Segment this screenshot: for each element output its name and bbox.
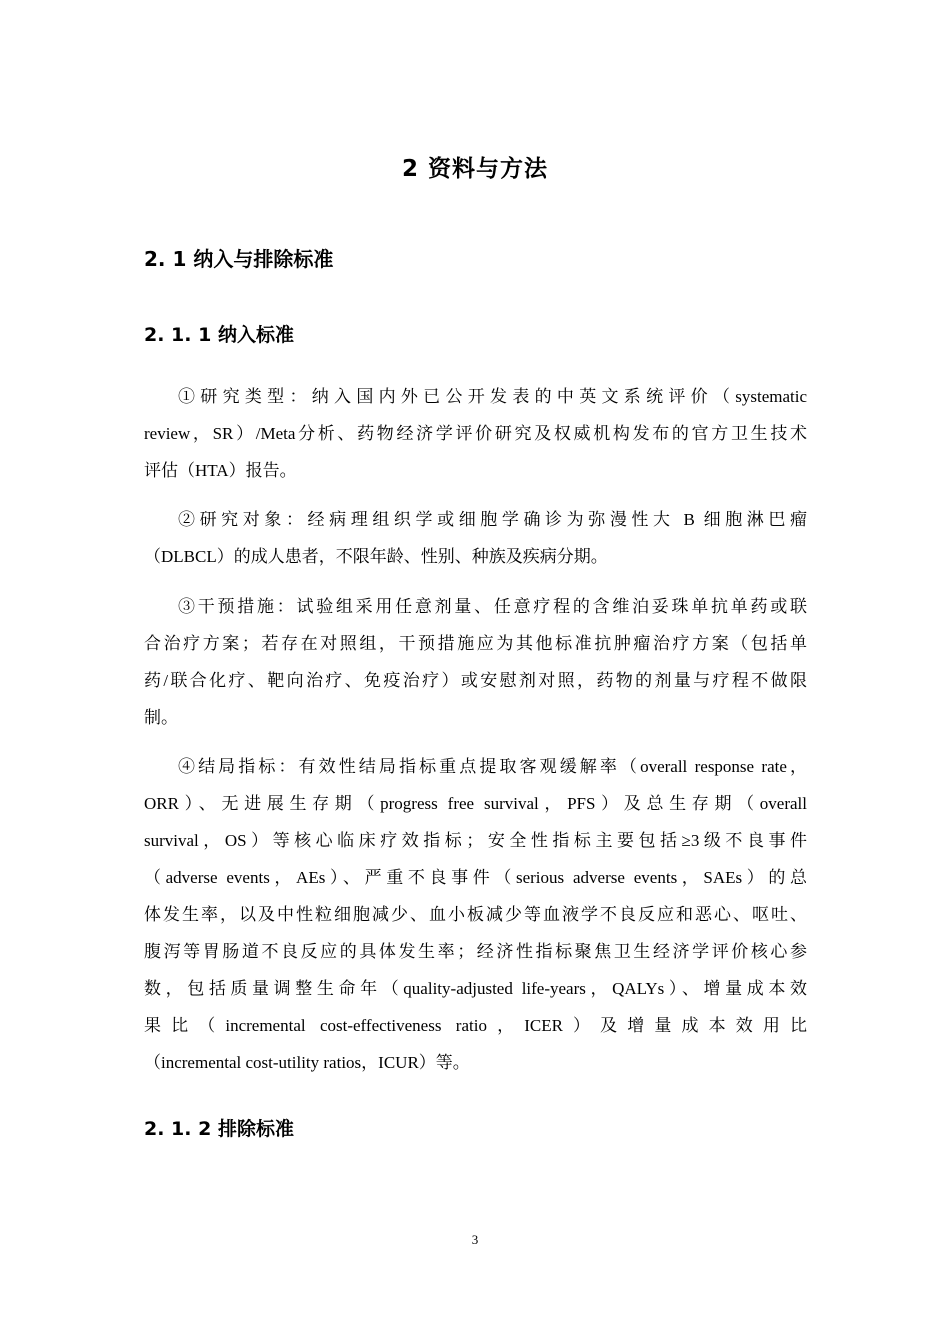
subsection-heading-exclusion: 2. 1. 2 排除标准 [144,1118,294,1140]
paragraph-line: ②研究对象：经病理组织学或细胞学确诊为弥漫性大 B 细胞淋巴瘤 [178,510,807,529]
paragraph-line: 药/联合化疗、靶向治疗、免疫治疗）或安慰剂对照，药物的剂量与疗程不做限 [144,671,807,690]
paragraph-line: 合治疗方案；若存在对照组，干预措施应为其他标准抗肿瘤治疗方案（包括单 [144,634,807,653]
paragraph-line: 果比（incremental cost-effectiveness ratio，ICER）及增量成本效用比 [144,1016,807,1035]
paragraph-line: （adverse events，AEs）、严重不良事件（serious adverse events，SAEs）的总 [144,868,807,887]
paragraph-study-subjects [144,501,807,575]
paragraph-line: ③干预措施：试验组采用任意剂量、任意疗程的含维泊妥珠单抗单药或联 [178,597,807,616]
chapter-title: 2 资料与方法 [401,156,548,182]
paragraph-line: ①研究类型：纳入国内外已公开发表的中英文系统评价（systematic [178,387,807,406]
paragraph-outcomes [144,748,807,1081]
paragraph-line: （incremental cost-utility ratios，ICUR）等。 [144,1053,470,1072]
paragraph-line: ④结局指标：有效性结局指标重点提取客观缓解率（overall response rate， [178,757,807,776]
subsection-heading-inclusion: 2. 1. 1 纳入标准 [144,324,294,346]
paragraph-line: （DLBCL）的成人患者，不限年龄、性别、种族及疾病分期。 [144,547,608,566]
paragraph-line: survival，OS）等核心临床疗效指标；安全性指标主要包括≥3级不良事件 [144,831,807,850]
paragraph-intervention [144,588,807,736]
paragraph-line: review，SR）/Meta分析、药物经济学评价研究及权威机构发布的官方卫生技术 [144,424,807,443]
section-heading: 2. 1 纳入与排除标准 [144,247,334,271]
paragraph-line: ORR）、无进展生存期（progress free survival，PFS）及总生存期（overall [144,794,807,813]
paragraph-line: 评估（HTA）报告。 [144,461,297,480]
page-number: 3 [471,1232,479,1247]
paragraph-study-type [144,378,807,489]
paragraph-line: 制。 [144,708,178,727]
paragraph-line: 腹泻等胃肠道不良反应的具体发生率；经济性指标聚焦卫生经济学评价核心参 [144,942,807,961]
paragraph-line: 体发生率，以及中性粒细胞减少、血小板减少等血液学不良反应和恶心、呕吐、 [144,905,807,924]
paragraph-line: 数，包括质量调整生命年（quality-adjusted life-years，QALYs）、增量成本效 [144,979,807,998]
